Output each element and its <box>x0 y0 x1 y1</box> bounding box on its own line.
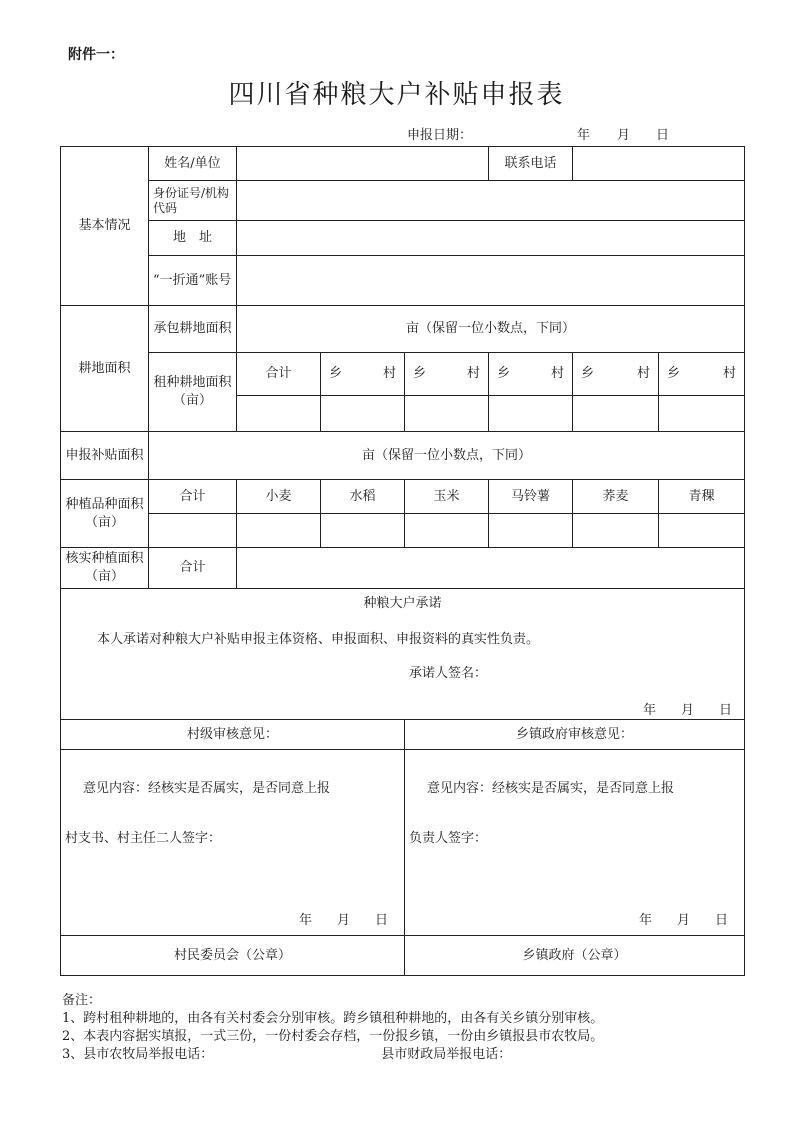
notes-line-3 <box>62 1046 762 1064</box>
phone-label: 联系电话 <box>489 147 573 181</box>
town-review-cell[interactable] <box>405 750 745 936</box>
contracted-field[interactable]: 亩（保留一位小数点，下同） <box>237 306 745 353</box>
attachment-label: 附件一： <box>68 47 124 63</box>
crops-section-label: 种植品种面积（亩） <box>61 480 149 548</box>
rented-total-label: 合计 <box>237 353 321 396</box>
subsidy-label: 申报补贴面积 <box>61 432 149 480</box>
village-text: 村 <box>636 366 650 381</box>
id-label: 身份证号/机构代码 <box>149 181 237 221</box>
rented-value-1[interactable] <box>321 396 405 432</box>
town-text: 乡 <box>329 366 343 381</box>
row-seals <box>61 936 745 976</box>
crop-header-wheat: 小麦 <box>237 480 321 514</box>
village-text: 村 <box>550 366 564 381</box>
application-form-table <box>60 146 745 976</box>
village-text: 村 <box>722 366 736 381</box>
village-seal-label: 村民委员会（公章） <box>61 936 405 976</box>
id-field[interactable] <box>237 181 745 221</box>
rented-value-4[interactable] <box>573 396 659 432</box>
notes-title: 备注： <box>62 993 102 1008</box>
verified-total-label: 合计 <box>149 548 237 589</box>
notes-section <box>62 992 762 1064</box>
row-subsidy <box>61 432 745 480</box>
crop-header-buckwheat: 荞麦 <box>573 480 659 514</box>
rented-value-3[interactable] <box>489 396 573 432</box>
row-contracted <box>61 306 745 353</box>
rented-value-5[interactable] <box>659 396 745 432</box>
verified-label: 核实种植面积（亩） <box>61 548 149 589</box>
notes-line-2: 2、本表内容据实填报，一式三份，一份村委会存档，一份报乡镇，一份由乡镇报县市农牧局。 <box>62 1029 604 1044</box>
row-crop-headers <box>61 480 745 514</box>
town-text: 乡 <box>667 366 681 381</box>
date-month: 月 <box>617 128 631 143</box>
rented-loc-3[interactable] <box>489 353 573 396</box>
crop-value-barley[interactable] <box>659 514 745 548</box>
row-account <box>61 256 745 306</box>
rented-loc-4[interactable] <box>573 353 659 396</box>
village-opinion-text: 意见内容：经核实是否属实，是否同意上报 <box>83 781 331 796</box>
row-review-body <box>61 750 745 936</box>
village-text: 村 <box>382 366 396 381</box>
name-field[interactable] <box>237 147 489 181</box>
crop-header-total: 合计 <box>149 480 237 514</box>
crop-header-rice: 水稻 <box>321 480 405 514</box>
crop-value-rice[interactable] <box>321 514 405 548</box>
village-review-title: 村级审核意见： <box>61 720 405 750</box>
crop-value-wheat[interactable] <box>237 514 321 548</box>
crop-value-corn[interactable] <box>405 514 489 548</box>
verified-field[interactable] <box>237 548 745 589</box>
crop-value-total[interactable] <box>149 514 237 548</box>
subsidy-field[interactable]: 亩（保留一位小数点，下同） <box>149 432 745 480</box>
address-field[interactable] <box>237 221 745 256</box>
address-label: 地 址 <box>149 221 237 256</box>
land-section-label: 耕地面积 <box>61 306 149 432</box>
commitment-title: 种粮大户承诺 <box>363 596 442 611</box>
crop-value-buckwheat[interactable] <box>573 514 659 548</box>
crop-header-barley: 青稞 <box>659 480 745 514</box>
notes-line-3-agri: 3、县市农牧局举报电话： <box>62 1047 214 1062</box>
rented-total-field[interactable] <box>237 396 321 432</box>
crop-header-potato: 马铃薯 <box>489 480 573 514</box>
village-text: 村 <box>466 366 480 381</box>
commitment-cell <box>61 589 745 720</box>
contracted-label: 承包耕地面积 <box>149 306 237 353</box>
rented-loc-5[interactable] <box>659 353 745 396</box>
row-name <box>61 147 745 181</box>
notes-line-3-finance: 县市财政局举报电话： <box>381 1047 512 1062</box>
crop-value-potato[interactable] <box>489 514 573 548</box>
row-crop-values <box>61 514 745 548</box>
town-text: 乡 <box>497 366 511 381</box>
crop-header-corn: 玉米 <box>405 480 489 514</box>
form-title: 四川省种粮大户补贴申报表 <box>228 80 565 110</box>
village-review-date: 年 月 日 <box>298 913 394 928</box>
row-verified <box>61 548 745 589</box>
row-commitment <box>61 589 745 720</box>
village-review-cell[interactable] <box>61 750 405 936</box>
town-review-date: 年 月 日 <box>638 913 734 928</box>
date-year: 年 <box>577 128 591 143</box>
town-text: 乡 <box>413 366 427 381</box>
row-review-titles <box>61 720 745 750</box>
name-label: 姓名/单位 <box>149 147 237 181</box>
account-label: “一折通”账号 <box>149 256 237 306</box>
rented-label: 租种耕地面积（亩） <box>149 353 237 432</box>
date-day: 日 <box>656 128 670 143</box>
basic-section-label: 基本情况 <box>61 147 149 306</box>
commitment-text: 本人承诺对种粮大户补贴申报主体资格、申报面积、申报资料的真实性负责。 <box>97 632 540 647</box>
rented-loc-2[interactable] <box>405 353 489 396</box>
commitment-date: 年 月 日 <box>642 703 738 718</box>
row-address <box>61 221 745 256</box>
notes-line-1: 1、跨村租种耕地的，由各有关村委会分别审核。跨乡镇租种耕地的，由各有关乡镇分别审核。 <box>62 1011 604 1026</box>
town-seal-label: 乡镇政府（公章） <box>405 936 745 976</box>
phone-field[interactable] <box>573 147 745 181</box>
commitment-sign-label: 承诺人签名： <box>409 666 488 681</box>
date-label: 申报日期： <box>407 128 473 143</box>
town-text: 乡 <box>581 366 595 381</box>
row-id <box>61 181 745 221</box>
rented-loc-1[interactable] <box>321 353 405 396</box>
village-sign-label: 村支书、村主任二人签字： <box>65 831 222 846</box>
town-review-title: 乡镇政府审核意见： <box>405 720 745 750</box>
rented-value-2[interactable] <box>405 396 489 432</box>
account-field[interactable] <box>237 256 745 306</box>
town-sign-label: 负责人签字： <box>409 831 488 846</box>
town-opinion-text: 意见内容：经核实是否属实，是否同意上报 <box>427 781 675 796</box>
row-rented-header <box>61 353 745 396</box>
